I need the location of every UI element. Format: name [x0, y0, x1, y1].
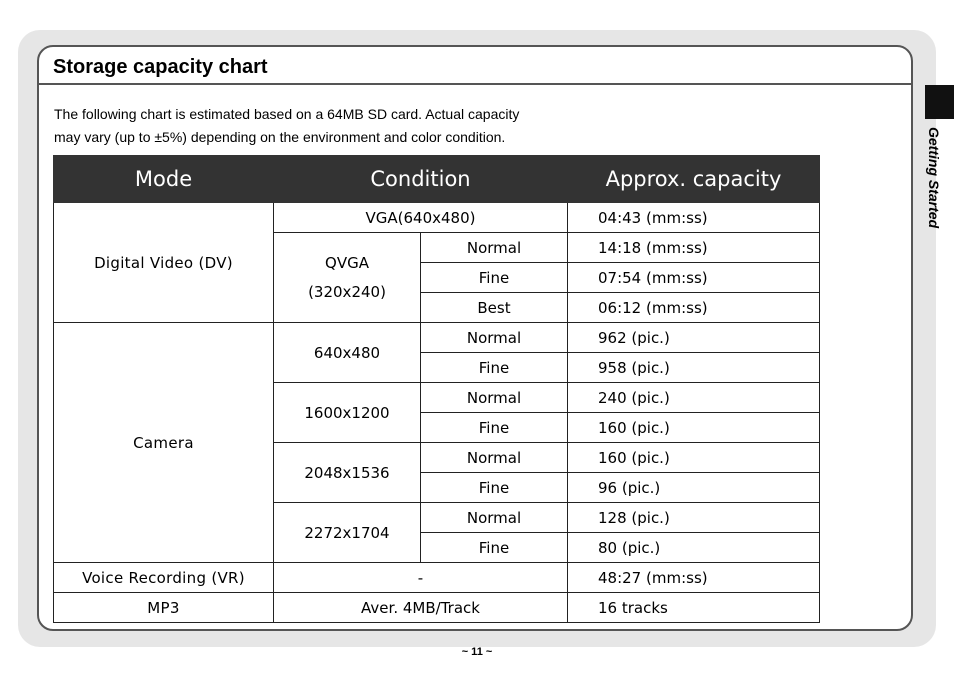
capacity-cell: 48:27 (mm:ss): [568, 563, 820, 593]
table-header-row: [54, 156, 820, 203]
qvga-label: QVGA: [325, 253, 369, 272]
quality-cell: Normal: [421, 443, 568, 473]
table-row: [54, 563, 820, 593]
mode-cell-camera: Camera: [54, 323, 274, 563]
side-tab-marker: [925, 85, 954, 119]
intro-line-1: The following chart is estimated based on a 64MB SD card. Actual capacity: [54, 106, 520, 122]
capacity-cell: 80 (pic.): [568, 533, 820, 563]
title-divider: [39, 83, 911, 85]
capacity-cell: 160 (pic.): [568, 413, 820, 443]
capacity-cell: 96 (pic.): [568, 473, 820, 503]
quality-cell: Fine: [421, 413, 568, 443]
resolution-cell: 2048x1536: [274, 443, 421, 503]
quality-cell: Fine: [421, 353, 568, 383]
resolution-cell: 2272x1704: [274, 503, 421, 563]
capacity-cell: 07:54 (mm:ss): [568, 263, 820, 293]
mode-cell-mp3: MP3: [54, 593, 274, 623]
quality-cell: Fine: [421, 473, 568, 503]
table-row: [54, 323, 820, 353]
quality-cell: Normal: [421, 233, 568, 263]
page-number: ~ 11 ~: [461, 646, 493, 658]
storage-capacity-table: [53, 155, 820, 623]
mode-cell-dv: Digital Video (DV): [54, 203, 274, 323]
capacity-cell: 160 (pic.): [568, 443, 820, 473]
resolution-cell: 1600x1200: [274, 383, 421, 443]
header-capacity: Approx. capacity: [568, 156, 820, 203]
header-condition: Condition: [274, 156, 568, 203]
table-row: [54, 593, 820, 623]
capacity-cell: 04:43 (mm:ss): [568, 203, 820, 233]
quality-cell: Fine: [421, 533, 568, 563]
intro-line-2: may vary (up to ±5%) depending on the environment and color condition.: [54, 129, 506, 145]
qvga-cell: [274, 233, 421, 323]
table-row: [54, 203, 820, 233]
capacity-cell: 16 tracks: [568, 593, 820, 623]
condition-cell: Aver. 4MB/Track: [274, 593, 568, 623]
quality-cell: Normal: [421, 323, 568, 353]
header-mode: Mode: [54, 156, 274, 203]
condition-cell: VGA(640x480): [274, 203, 568, 233]
capacity-cell: 128 (pic.): [568, 503, 820, 533]
quality-cell: Fine: [421, 263, 568, 293]
mode-cell-vr: Voice Recording (VR): [54, 563, 274, 593]
capacity-cell: 962 (pic.): [568, 323, 820, 353]
side-tab-label: Getting Started: [926, 127, 942, 229]
quality-cell: Best: [421, 293, 568, 323]
capacity-cell: 958 (pic.): [568, 353, 820, 383]
capacity-cell: 14:18 (mm:ss): [568, 233, 820, 263]
section-title: Storage capacity chart: [53, 56, 268, 78]
qvga-resolution: (320x240): [308, 282, 386, 301]
intro-text: [54, 103, 834, 149]
quality-cell: Normal: [421, 383, 568, 413]
quality-cell: Normal: [421, 503, 568, 533]
resolution-cell: 640x480: [274, 323, 421, 383]
capacity-cell: 06:12 (mm:ss): [568, 293, 820, 323]
capacity-cell: 240 (pic.): [568, 383, 820, 413]
condition-cell: -: [274, 563, 568, 593]
